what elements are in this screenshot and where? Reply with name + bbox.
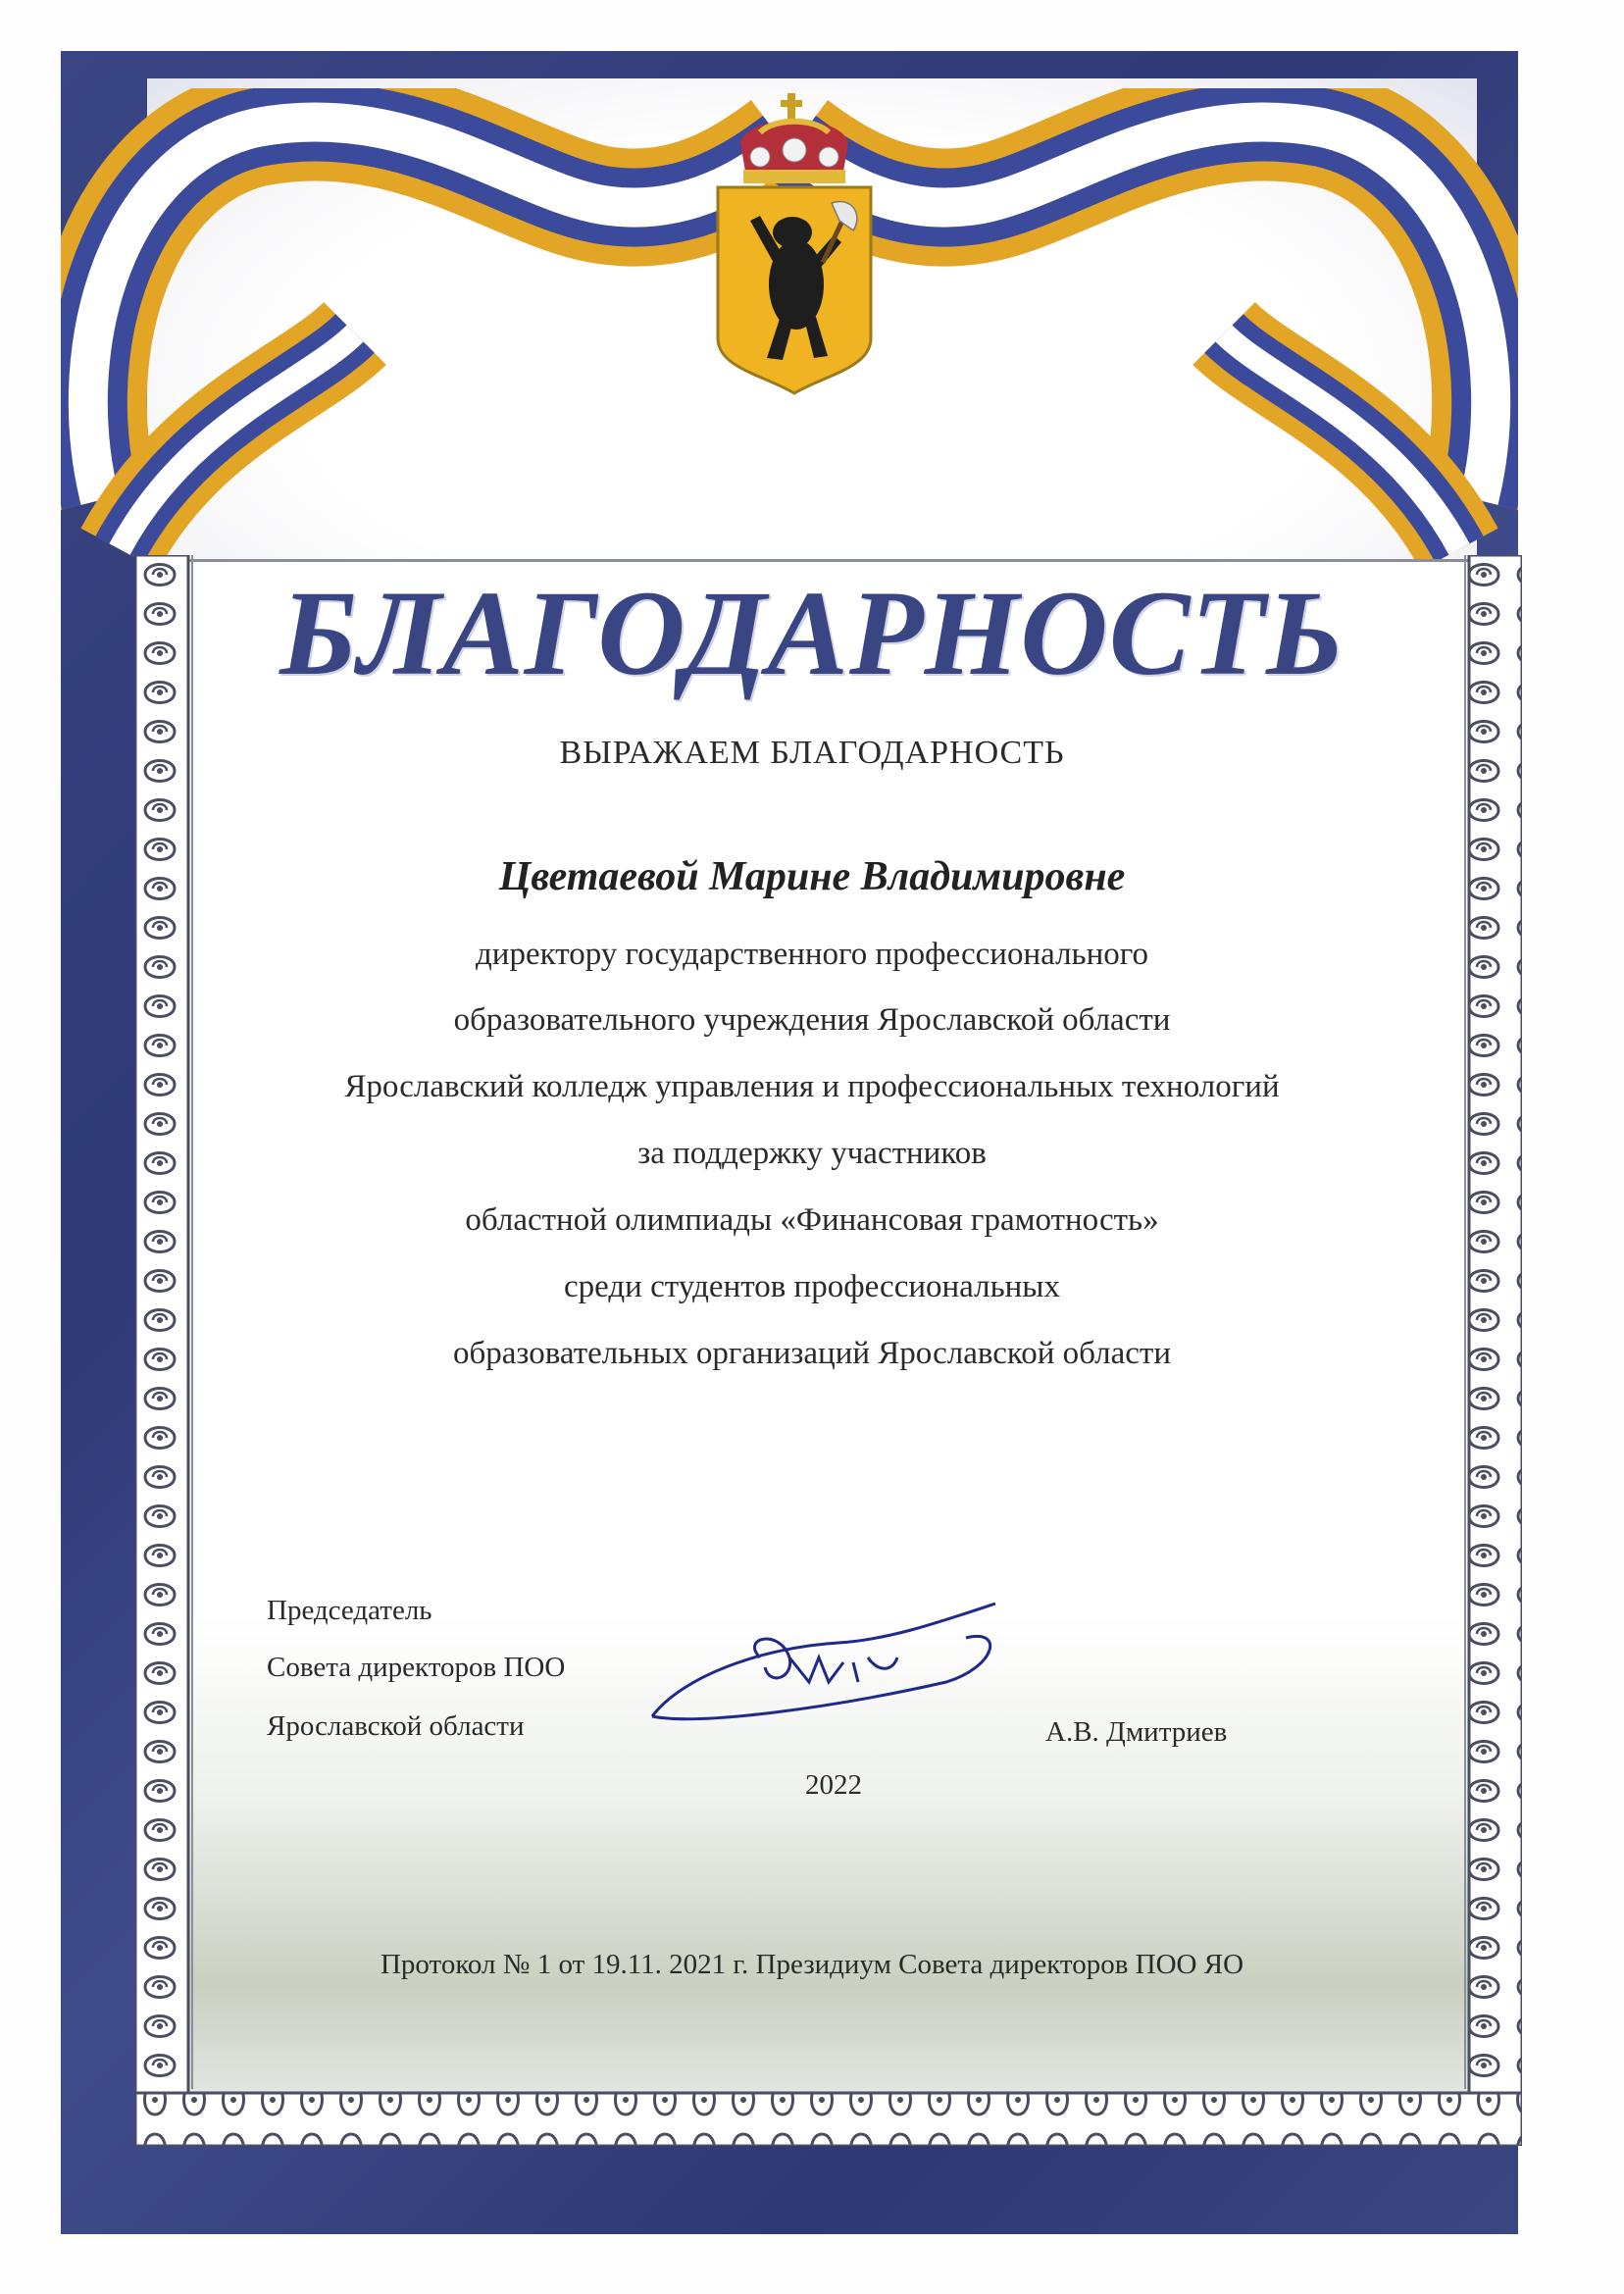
certificate-subtitle: ВЫРАЖАЕМ БЛАГОДАРНОСТЬ: [559, 735, 1065, 771]
body-line: областной олимпиады «Финансовая грамотность»: [465, 1202, 1159, 1238]
body-line: Ярославский колледж управления и профессиональных технологий: [344, 1069, 1280, 1104]
protocol-reference: Протокол № 1 от 19.11. 2021 г. Президиум Совета директоров ПОО ЯО: [380, 1949, 1244, 1980]
yaroslavl-coat-of-arms-icon: [706, 93, 883, 397]
handwritten-signature: [642, 1599, 1015, 1746]
signatory-title-line: Ярославской области: [267, 1710, 525, 1742]
body-line: за поддержку участников: [637, 1136, 987, 1171]
crown-icon: [740, 93, 848, 183]
certificate-year: 2022: [805, 1769, 862, 1801]
recipient-name: Цветаевой Марине Владимировне: [498, 854, 1126, 899]
certificate-title: БЛАГОДАРНОСТЬ: [279, 566, 1345, 700]
body-line: директору государственного профессионального: [476, 937, 1148, 972]
body-line: образовательного учреждения Ярославской области: [453, 1002, 1171, 1038]
signatory-title-line: Председатель: [267, 1595, 432, 1626]
body-line: среди студентов профессиональных: [564, 1269, 1060, 1304]
body-line: образовательных организаций Ярославской области: [452, 1336, 1171, 1371]
signatory-name: А.В. Дмитриев: [1045, 1716, 1228, 1748]
signatory-title-line: Совета директоров ПОО: [267, 1652, 566, 1683]
